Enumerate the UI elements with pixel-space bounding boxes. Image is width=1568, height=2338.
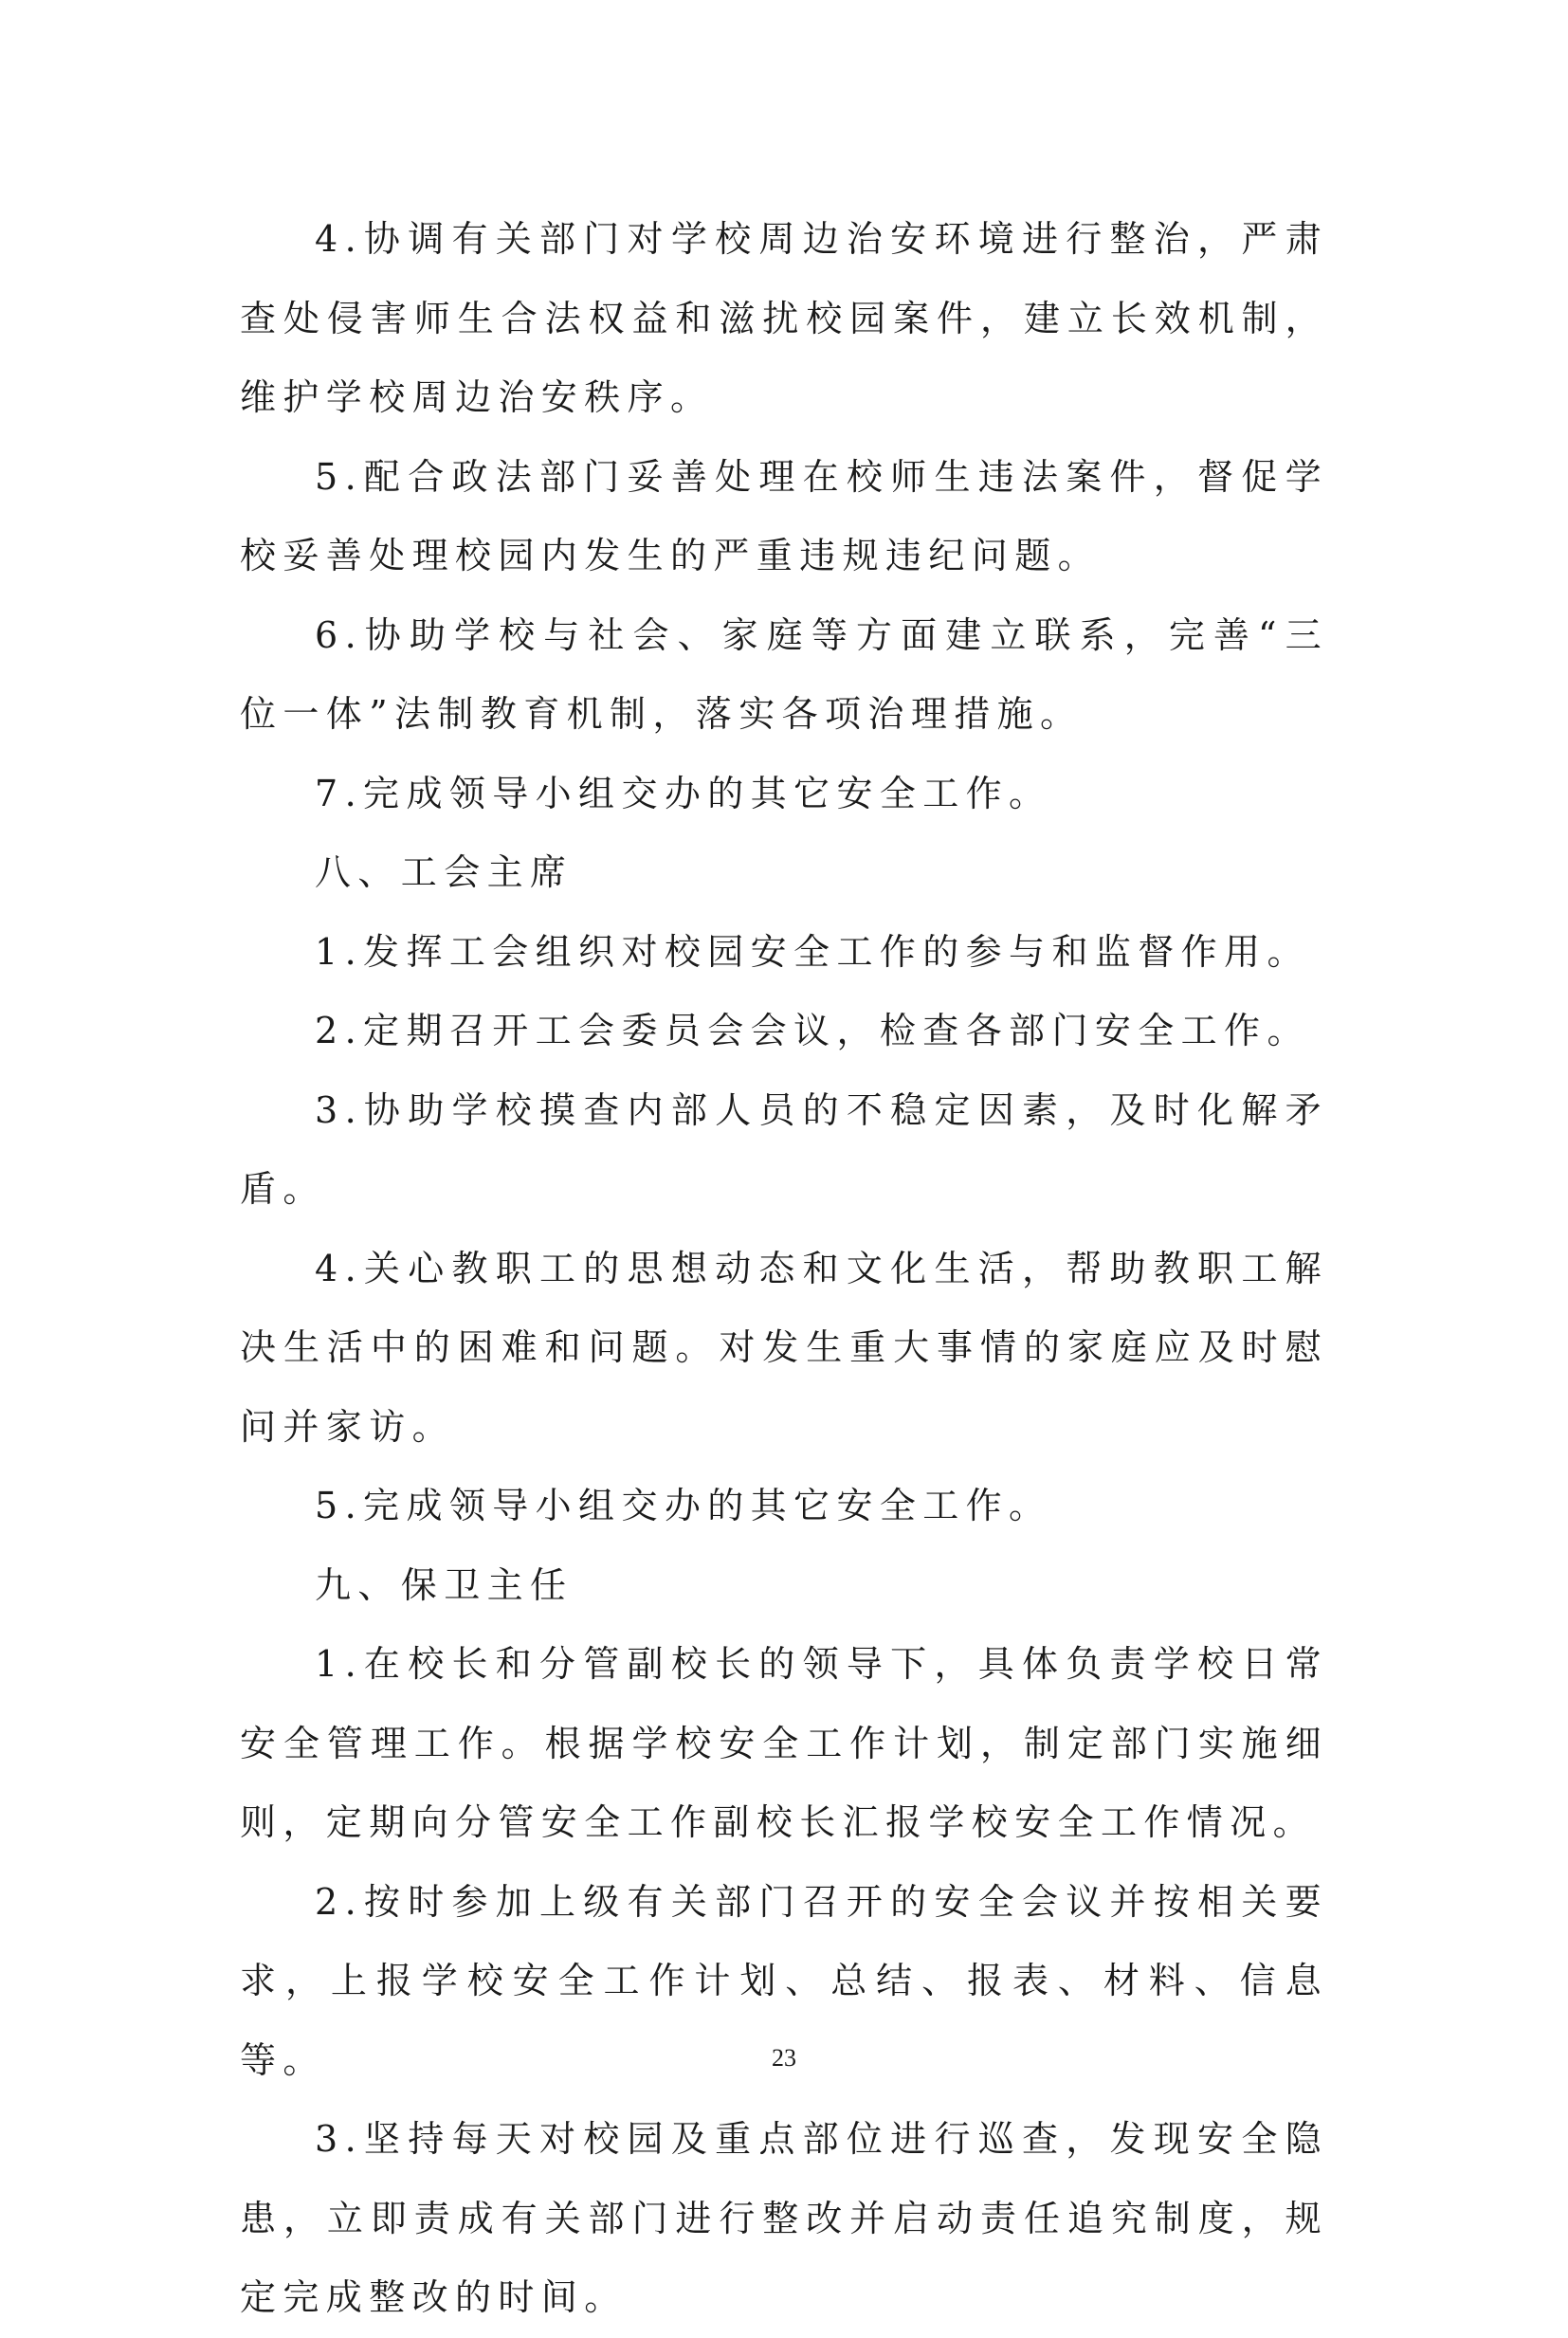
union-item-2: 2.定期召开工会委员会会议，检查各部门安全工作。 [315, 1010, 1310, 1051]
document-body [240, 200, 1328, 2338]
page-number: 23 [772, 2044, 796, 2072]
union-item-3: 3.协助学校摸查内部人员的不稳定因素，及时化解矛盾。 [240, 1088, 1328, 1210]
paragraph-item-5: 5.配合政法部门妥善处理在校师生违法案件，督促学校妥善处理校园内发生的严重违规违纪问题。 [240, 455, 1328, 576]
paragraph-item-4: 4.协调有关部门对学校周边治安环境进行整治，严肃查处侵害师生合法权益和滋扰校园案件，建立长效机制，维护学校周边治安秩序。 [240, 218, 1328, 418]
security-item-2: 2.按时参加上级有关部门召开的安全会议并按相关要求，上报学校安全工作计划、总结、报表、材料、信息等。 [240, 1880, 1328, 2081]
union-item-4: 4.关心教职工的思想动态和文化生活，帮助教职工解决生活中的困难和问题。对发生重大事情的家庭应及时慰问并家访。 [240, 1247, 1328, 1448]
section-heading-union-chair: 八、工会主席 [315, 851, 574, 893]
section-heading-security-director: 九、保卫主任 [315, 1563, 574, 1606]
paragraph-item-7: 7.完成领导小组交办的其它安全工作。 [315, 772, 1052, 814]
security-item-1: 1.在校长和分管副校长的领导下，具体负责学校日常安全管理工作。根据学校安全工作计划，制定部门实施细则，定期向分管安全工作副校长汇报学校安全工作情况。 [240, 1643, 1328, 1843]
paragraph-item-6: 6.协助学校与社会、家庭等方面建立联系，完善“三位一体”法制教育机制，落实各项治理措施。 [240, 613, 1328, 735]
union-item-1: 1.发挥工会组织对校园安全工作的参与和监督作用。 [315, 930, 1310, 973]
security-item-3: 3.坚持每天对校园及重点部位进行巡查，发现安全隐患，立即责成有关部门进行整改并启动责任追究制度，规定完成整改的时间。 [240, 2118, 1328, 2318]
union-item-5: 5.完成领导小组交办的其它安全工作。 [315, 1485, 1052, 1526]
